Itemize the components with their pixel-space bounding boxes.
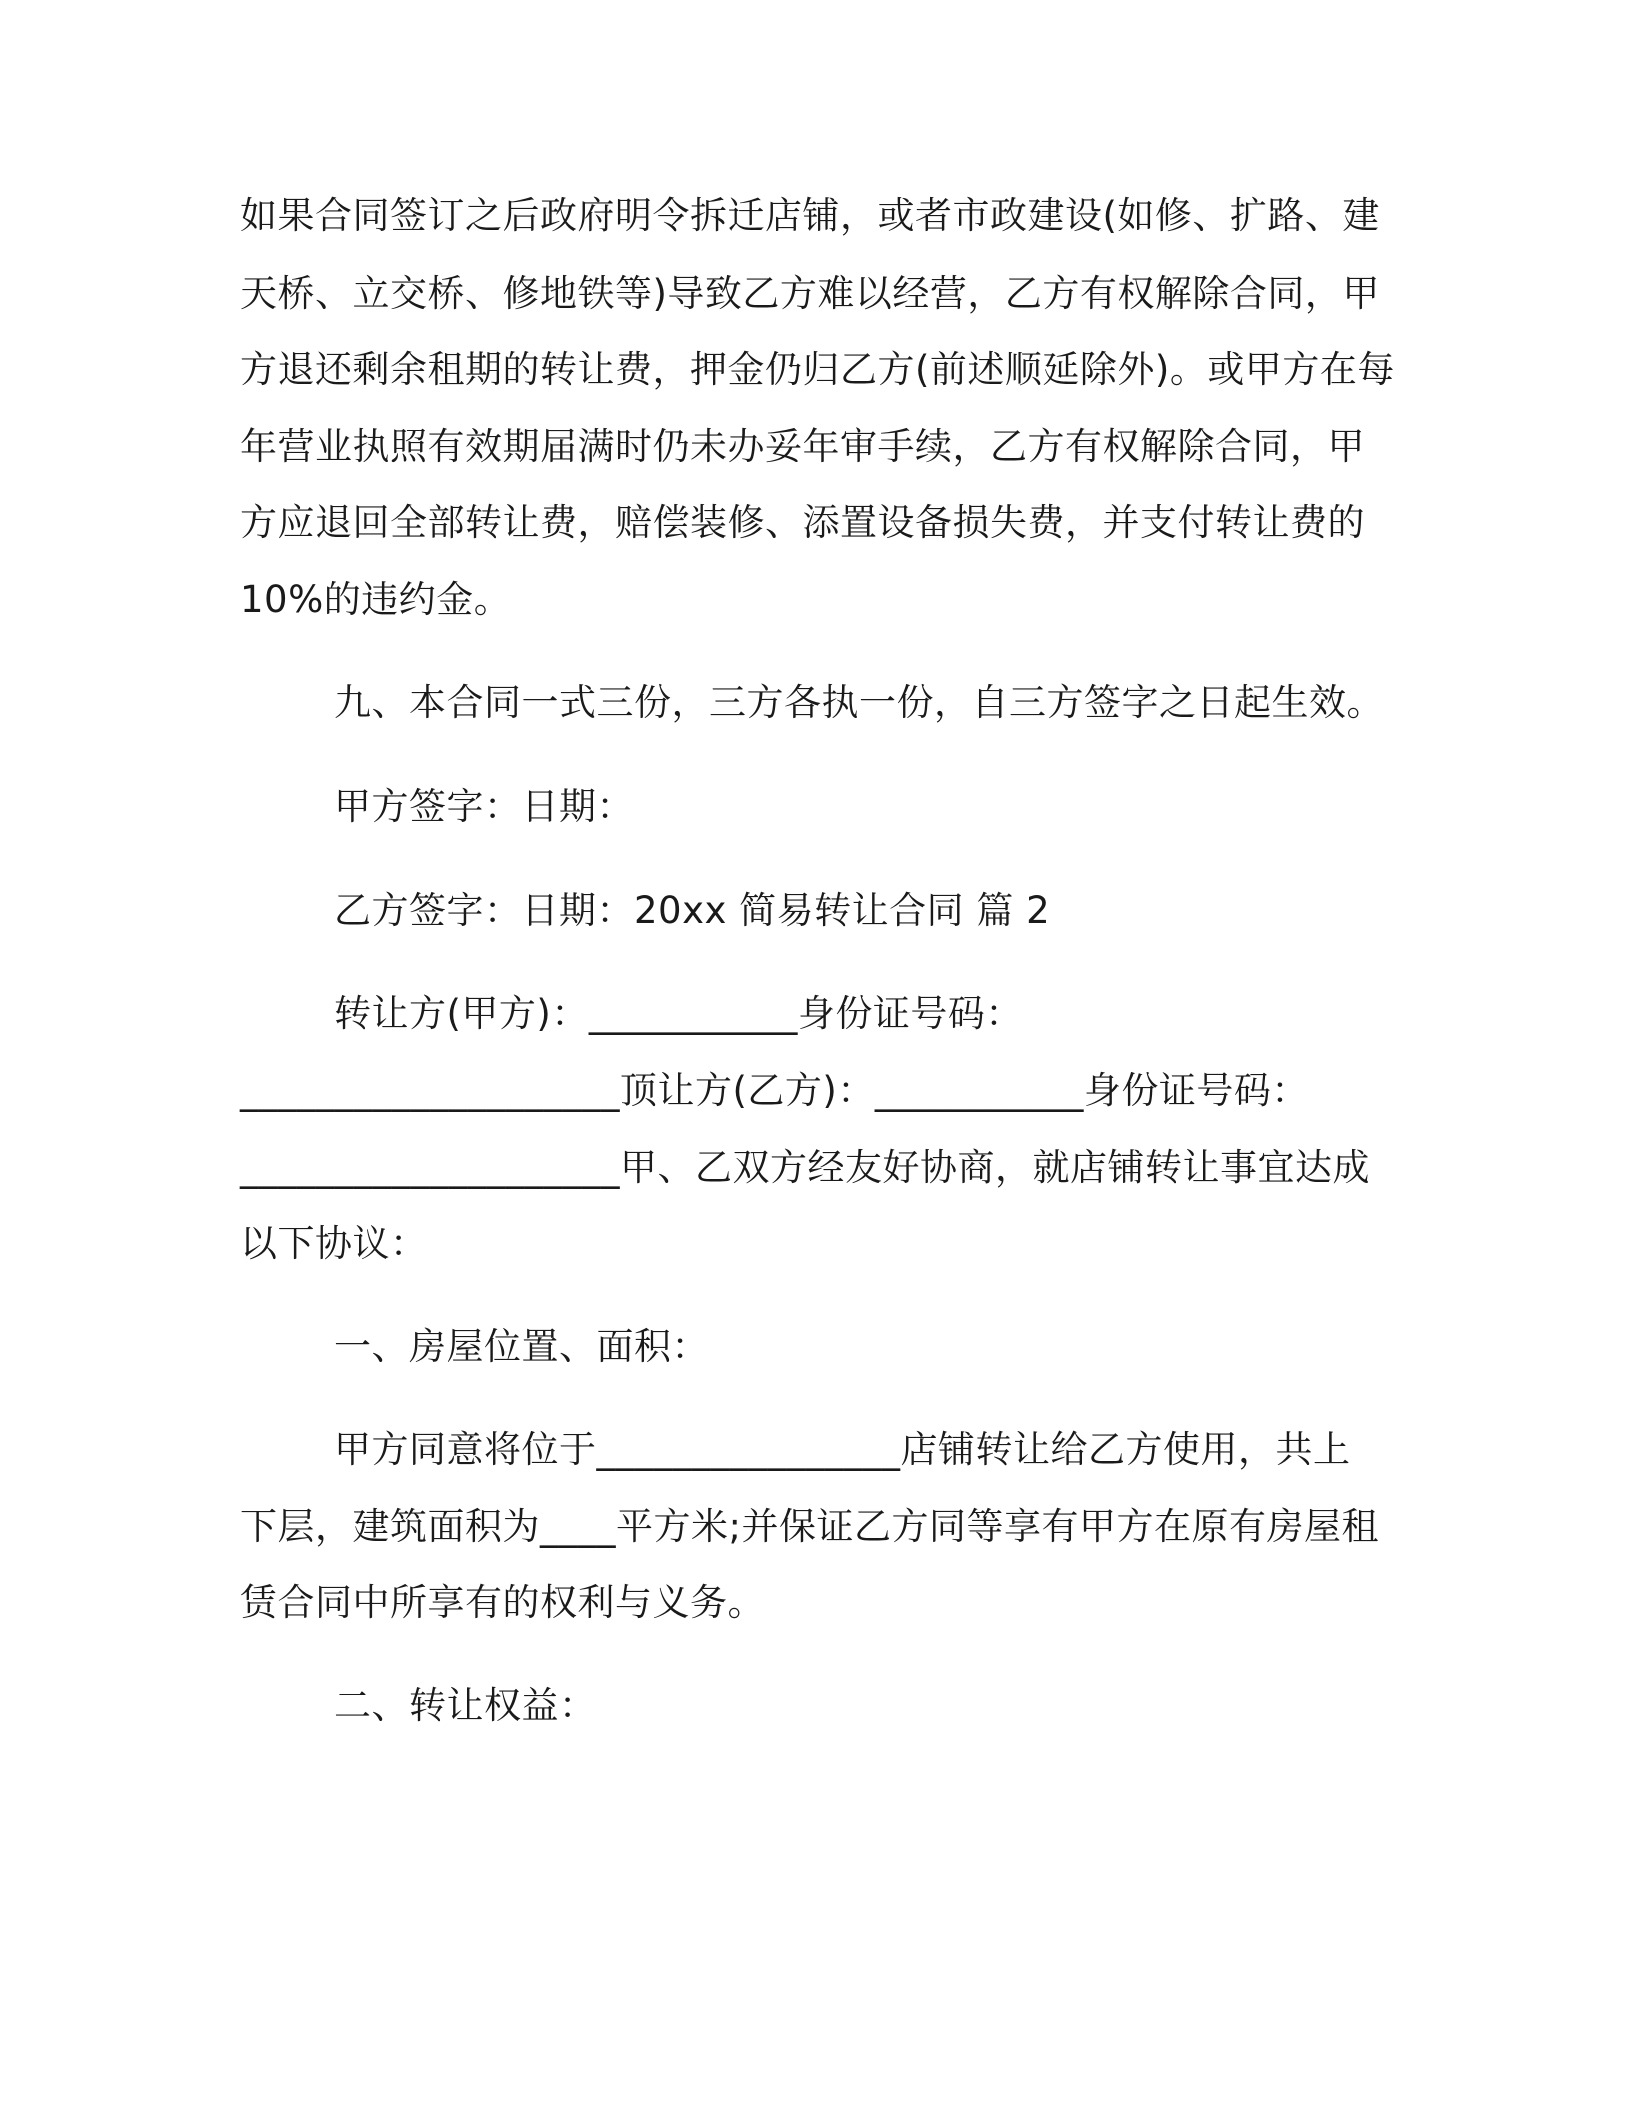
transferee-line: ____________________顶让方(乙方)：___________身份证号码：: [240, 1069, 1309, 1112]
section-heading-location: 一、房屋位置、面积：: [334, 1325, 709, 1368]
location-clause-line: 赁合同中所享有的权利与义务。: [240, 1581, 765, 1624]
agreement-intro-line: ____________________甲、乙双方经友好协商，就店铺转让事宜达成: [240, 1146, 1370, 1189]
location-clause-line: 甲方同意将位于________________店铺转让给乙方使用，共上: [334, 1428, 1351, 1471]
party-a-signature: 甲方签字：日期：: [334, 785, 634, 828]
paragraph-line: 方应退回全部转让费，赔偿装修、添置设备损失费，并支付转让费的: [240, 501, 1365, 544]
section-heading-rights: 二、转让权益：: [334, 1684, 597, 1727]
paragraph-line: 方退还剩余租期的转让费，押金仍归乙方(前述顺延除外)。或甲方在每: [240, 348, 1395, 391]
location-clause-line: 下层，建筑面积为____平方米;并保证乙方同等享有甲方在原有房屋租: [240, 1505, 1379, 1548]
paragraph-line: 年营业执照有效期届满时仍未办妥年审手续，乙方有权解除合同，甲: [240, 425, 1365, 468]
transferor-line: 转让方(甲方)：___________身份证号码：: [334, 992, 1023, 1035]
party-b-signature-heading: 乙方签字：日期：20xx 简易转让合同 篇 2: [334, 889, 1051, 932]
agreement-intro-line: 以下协议：: [240, 1222, 428, 1265]
paragraph-line: 如果合同签订之后政府明令拆迁店铺，或者市政建设(如修、扩路、建: [240, 194, 1380, 237]
paragraph-line: 天桥、立交桥、修地铁等)导致乙方难以经营，乙方有权解除合同，甲: [240, 272, 1380, 315]
clause-nine: 九、本合同一式三份，三方各执一份，自三方签字之日起生效。: [334, 681, 1384, 724]
paragraph-line: 10%的违约金。: [240, 578, 512, 621]
